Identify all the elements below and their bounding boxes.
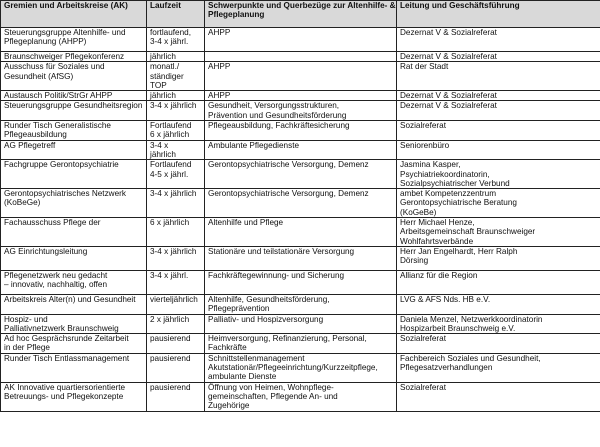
cell-leitung: Jasmina Kasper, Psychiatriekoordinatorin, Sozialpsychiatrischer Verbund xyxy=(397,160,600,189)
cell-gremium: Arbeitskreis Alter(n) und Gesundheit xyxy=(1,294,147,314)
cell-gremium: Braunschweiger Pflegekonferenz xyxy=(1,52,147,62)
cell-schwerpunkte: Stationäre und teilstationäre Versorgung xyxy=(205,246,397,270)
cell-gremium: Hospiz- und Palliativnetzwerk Braunschweig xyxy=(1,314,147,334)
cell-laufzeit: Fortlaufend 6 x jährlich xyxy=(147,121,205,141)
cell-schwerpunkte: Ambulante Pflegedienste xyxy=(205,140,397,160)
cell-leitung: Seniorenbüro xyxy=(397,140,600,160)
cell-laufzeit: 3-4 x jährlich xyxy=(147,140,205,160)
cell-gremium: Steuerungsgruppe Gesundheitsregion xyxy=(1,101,147,121)
cell-laufzeit: pausierend xyxy=(147,334,205,354)
cell-leitung: Sozialreferat xyxy=(397,121,600,141)
table-row xyxy=(1,28,600,52)
cell-leitung: Dezernat V & Sozialreferat xyxy=(397,91,600,101)
cell-gremium: Runder Tisch Entlassmanagement xyxy=(1,353,147,382)
table-row xyxy=(1,140,600,160)
cell-laufzeit: 3-4 x jährlich xyxy=(147,246,205,270)
cell-schwerpunkte: Fachkräftegewinnung- und Sicherung xyxy=(205,270,397,294)
cell-gremium: Ad hoc Gesprächsrunde Zeitarbeit in der Pflege xyxy=(1,334,147,354)
table-header-row xyxy=(1,1,600,28)
table-row xyxy=(1,294,600,314)
header-gremien: Gremien und Arbeitskreise (AK) xyxy=(1,1,147,28)
cell-laufzeit: jährlich xyxy=(147,91,205,101)
table-row xyxy=(1,218,600,247)
cell-laufzeit: pausierend xyxy=(147,353,205,382)
cell-leitung: Sozialreferat xyxy=(397,334,600,354)
cell-schwerpunkte: Gerontopsychiatrische Versorgung, Demenz xyxy=(205,189,397,218)
cell-gremium: Pflegenetzwerk neu gedacht – innovativ, nachhaltig, offen xyxy=(1,270,147,294)
cell-leitung: Daniela Menzel, Netzwerkkoordinatorin Hospizarbeit Braunschweig e.V. xyxy=(397,314,600,334)
cell-leitung: Sozialreferat xyxy=(397,382,600,411)
cell-gremium: Austausch Politik/StrGr AHPP xyxy=(1,91,147,101)
cell-leitung: Allianz für die Region xyxy=(397,270,600,294)
table-row xyxy=(1,160,600,189)
cell-leitung: Herr Michael Henze, Arbeitsgemeinschaft Braunschweiger Wohlfahrtsverbände xyxy=(397,218,600,247)
cell-schwerpunkte: Palliativ- und Hospizversorgung xyxy=(205,314,397,334)
cell-laufzeit: pausierend xyxy=(147,382,205,411)
cell-leitung: ambet Kompetenzzentrum Gerontopsychiatrische Beratung (KoGeBe) xyxy=(397,189,600,218)
cell-leitung: Dezernat V & Sozialreferat xyxy=(397,101,600,121)
cell-schwerpunkte: Heimversorgung, Refinanzierung, Personal, Fachkräfte xyxy=(205,334,397,354)
cell-schwerpunkte: Gerontopsychiatrische Versorgung, Demenz xyxy=(205,160,397,189)
table-row xyxy=(1,353,600,382)
table-row xyxy=(1,91,600,101)
header-laufzeit: Laufzeit xyxy=(147,1,205,28)
table-row xyxy=(1,270,600,294)
cell-leitung: Herr Jan Engelhardt, Herr Ralph Dörsing xyxy=(397,246,600,270)
cell-laufzeit: monatl./ ständiger TOP xyxy=(147,62,205,91)
cell-gremium: Fachausschuss Pflege der xyxy=(1,218,147,247)
cell-gremium: Gerontopsychiatrisches Netzwerk (KoBeGe) xyxy=(1,189,147,218)
cell-laufzeit: 3-4 x jährl. xyxy=(147,270,205,294)
table-row xyxy=(1,189,600,218)
cell-laufzeit: vierteljährlich xyxy=(147,294,205,314)
cell-laufzeit: Fortlaufend 4-5 x jährl. xyxy=(147,160,205,189)
cell-gremium: AG Pflegetreff xyxy=(1,140,147,160)
cell-gremium: Steuerungsgruppe Altenhilfe- und Pflegeplanung (AHPP) xyxy=(1,28,147,52)
cell-schwerpunkte: AHPP xyxy=(205,62,397,91)
cell-gremium: AG Einrichtungsleitung xyxy=(1,246,147,270)
cell-leitung: Dezernat V & Sozialreferat xyxy=(397,52,600,62)
table-row xyxy=(1,121,600,141)
cell-leitung: LVG & AFS Nds. HB e.V. xyxy=(397,294,600,314)
table-row xyxy=(1,334,600,354)
cell-schwerpunkte xyxy=(205,52,397,62)
table-row xyxy=(1,52,600,62)
cell-schwerpunkte: AHPP xyxy=(205,91,397,101)
cell-laufzeit: 2 x jährlich xyxy=(147,314,205,334)
cell-schwerpunkte: Öffnung von Heimen, Wohnpflege- gemeinschaften, Pflegende An- und Zugehörige xyxy=(205,382,397,411)
table-row xyxy=(1,314,600,334)
header-schwerpunkte: Schwerpunkte und Querbezüge zur Altenhilfe- & Pflegeplanung xyxy=(205,1,397,28)
cell-schwerpunkte: Altenhilfe, Gesundheitsförderung, Pflegeprävention xyxy=(205,294,397,314)
cell-gremium: AK Innovative quartiersorientierte Betreuungs- und Pflegekonzepte xyxy=(1,382,147,411)
cell-leitung: Fachbereich Soziales und Gesundheit, Pflegesatzverhandlungen xyxy=(397,353,600,382)
cell-laufzeit: jährlich xyxy=(147,52,205,62)
cell-schwerpunkte: Schnittstellenmanagement Akutstationär/Pflegeeinrichtung/Kurzzeitpflege, ambulante Dienste xyxy=(205,353,397,382)
cell-schwerpunkte: Altenhilfe und Pflege xyxy=(205,218,397,247)
table-row xyxy=(1,382,600,411)
cell-schwerpunkte: Gesundheit, Versorgungsstrukturen, Prävention und Gesundheitsförderung xyxy=(205,101,397,121)
table-row xyxy=(1,101,600,121)
cell-schwerpunkte: AHPP xyxy=(205,28,397,52)
cell-gremium: Fachgruppe Gerontopsychiatrie xyxy=(1,160,147,189)
cell-laufzeit: 6 x jährlich xyxy=(147,218,205,247)
table-row xyxy=(1,62,600,91)
header-leitung: Leitung und Geschäftsführung xyxy=(397,1,600,28)
cell-leitung: Dezernat V & Sozialreferat xyxy=(397,28,600,52)
cell-leitung: Rat der Stadt xyxy=(397,62,600,91)
cell-gremium: Ausschuss für Soziales und Gesundheit (AfSG) xyxy=(1,62,147,91)
cell-laufzeit: fortlaufend, 3-4 x jährl. xyxy=(147,28,205,52)
cell-laufzeit: 3-4 x jährlich xyxy=(147,101,205,121)
cell-gremium: Runder Tisch Generalistische Pflegeausbildung xyxy=(1,121,147,141)
cell-schwerpunkte: Pflegeausbildung, Fachkräftesicherung xyxy=(205,121,397,141)
table-row xyxy=(1,246,600,270)
cell-laufzeit: 3-4 x jährlich xyxy=(147,189,205,218)
